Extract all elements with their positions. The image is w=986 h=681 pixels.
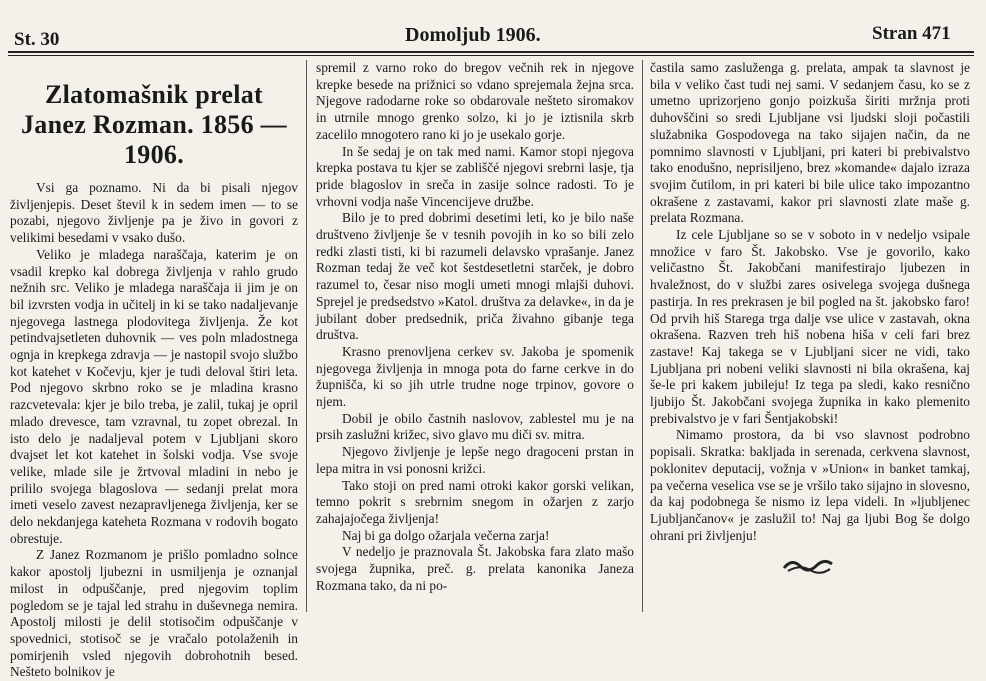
page-number-right: Stran 471 [872,23,951,44]
paragraph: Z Janez Rozmanom je prišlo pomladno solnce kakor apostolj ljubezni in usmiljenja je oznanjal milost in odpuščanje, pred njegovim toplim pogledom se je tajal led strahu in duševnega nemira. Apostolj milosti je delil stotisočim odpuščanje v spovednici, stotisoč se je vračalo potolaženih in pomirjenih vsled njegovih dobrohotnih besed. Nešteto bolnikov je [10,547,298,680]
header-rule-thin [8,55,974,56]
paragraph: Tako stoji on pred nami otroki kakor gorski velikan, temno pokrit s srebrnim snegom in ožarjen z zarjo zahajajočega življenja! [316,477,634,526]
paragraph: In še sedaj je on tak med nami. Kamor stopi njegova krepka postava tu kjer se zabliščé njegovi srebrni lasje, tja pride blagoslov in sreča in zasije solnce radosti. To je vrhovni vodja naše Vincencijeve družbe. [316,143,634,209]
end-ornament-icon [650,556,970,577]
paragraph: Njegovo življenje je lepše nego dragoceni prstan in lepa mitra in vsi ponosni križci. [316,444,634,476]
paragraph: Krasno prenovljena cerkev sv. Jakoba je spomenik njegovega življenja in mnoga pota do farne cerkve in do župnišča, ki so jih utrle trudne noge trpinov, govore o njem. [316,343,634,410]
publication-title: Domoljub 1906. [405,24,541,46]
header-rule [8,51,974,53]
paragraph: Dobil je obilo častnih naslovov, zablestel mu je na prsih zaslužni križec, sivo glavo mu diči sv. mitra. [316,410,634,443]
column-divider [642,60,643,612]
page-number-left: St. 30 [14,29,60,50]
paragraph: Veliko je mladega naraščaja, katerim je on vsadil krepko kal dobrega življenja v rahlo grudo nežnih src. Veliko je mladega naraščaja ii jim je on bil izvrsten vodja in učitelj in ki se tako nadaljevanje njegovega lastnega plodovitega življenja. Že kot petindvajsetleten duhovnik — ves poln mladostnega ognja in krepkega zdravja — je nastopil svojo službo kot katehet v Kočevju, kjer je tudi deloval štiri leta. Pod njegovo skrbno roko se je mladina krasno razcvetevala: kjer je bilo treba, je zalil, tukaj je opril mlado drevesce, tam vzravnal, tu zopet obrezal. In isto delo je nadaljeval potem v Ljubljani skoro dvajset let kot katehet in šolski vodja. Vse svoje velike, mlade sile je žrtvoval mladini in nebo je prililo svojega blagoslova — sedanji prelat mora imeti veselo zavest nezapravljenega življenja, ker se delo nekdanjega kateheta Rozmana v rodovih bogato obrestuje. [10,246,298,546]
column-2 [316,60,634,620]
paragraph: V nedeljo je praznovala Št. Jakobska fara zlato mašo svojega župnika, preč. g. prelata kanonika Janeza Rozmana tako, da ni po- [316,544,634,593]
article-title: Zlatomašnik prelat Janez Rozman. 1856 —1906. [21,80,287,169]
column-1 [10,60,298,680]
paragraph: spremil z varno roko do bregov večnih rek in njegove krepke besede na prižnici so vdano sprejemala žejna srca. Njegove radodarne roke so obdarovale nešteto siromakov in utrnile mnogo grenko solzo, ki jo je iztisnila skrb zacelilo mnogotero rano ki jo je usekalo gorje. [316,60,634,142]
column-divider [306,60,307,612]
paragraph: častila samo zasluženga g. prelata, ampak ta slavnost je bila v veliko čast tudi nej sami. V sedanjem času, ko se z umetno uprizorjeno gonjo poizkuša širiti mržnja proti duhovščini so sredi Ljubljane vsi ljudski sloji počastili služabnika Gospodovega na tako sijajen način, da ne pomnimo slavnosti v Ljubljani, pri kateri bi prebivalstvo tako enodušno, neprisiljeno, brez »komande« dajalo izraza svojim čutilom, in pri kateri bi bile ulice tako impozantno okrašene z zastavami, kakor pri slavnosti zlate maše g. prelata Rozmana. [650,60,970,226]
paragraph: Vsi ga poznamo. Ni da bi pisali njegov življenjepis. Deset števil k in sedem imen — to se pozabi, njegovo življenje pa je živo in govori z velikimi besedami v vsako dušo. [10,180,298,246]
paragraph: Bilo je to pred dobrimi desetimi leti, ko je bilo naše društveno življenje še v tesnih povojih in ko so bili zelo redki zlasti tisti, ki bi razumeli delavsko vprašanje. Janez Rozman tedaj že več kot šestdesetletni starček, je dobro razumel to, česar niso mogli umeti mnogi mlajši duhovi. Sprejel je predsedstvo »Katol. društva za delavke«, in da je jubilant dober predsednik, priča živahno gibanje tega društva. [316,210,634,343]
paragraph: Iz cele Ljubljane so se v soboto in v nedeljo vsipale množice v faro Št. Jakobsko. Vse je govorilo, kako veličastno Št. Jakobčani manifestirajo ljubezen in hvaležnost, do v službi zares osivelega svojega dušnega pastirja. In res prekrasen je bil pogled na št. jakobsko faro! Od prvih hiš Starega trga dalje vse ulice v zastavah, okna okrašena. Razven treh hiš nobena hiša v celi fari brez zastave! Kaj takega se v Ljubljani sicer ne vidi, tako Ljubljana pri nobeni veliki slavnosti ni bila okrašena, kaj še-le pri kakem jubileju! Iz tega pa sledi, kako resnično ljubijo Št. Jakobčani svojega župnika in kako plemenito prebivalstvo je v fari Šentjakobski! [650,227,970,426]
paragraph: Naj bi ga dolgo ožarjala večerna zarja! [342,527,550,543]
column-3 [650,60,970,620]
paragraph: Nimamo prostora, da bi vso slavnost podrobno popisali. Skratka: bakljada in serenada, cerkvena slavnost, poklonitev deputacij, vožnja v »Union« in banket tamkaj, pa večerna veselica vse se je vršilo tako sijajno in slovesno, da kaj podobnega še nismo iz lepa videli. In »ljubljenec Ljubljančanov« je zaslužil to! Naj ga ljubi Bog še dolgo ohrani pri življenju! [650,427,970,543]
page-header [0,0,986,52]
